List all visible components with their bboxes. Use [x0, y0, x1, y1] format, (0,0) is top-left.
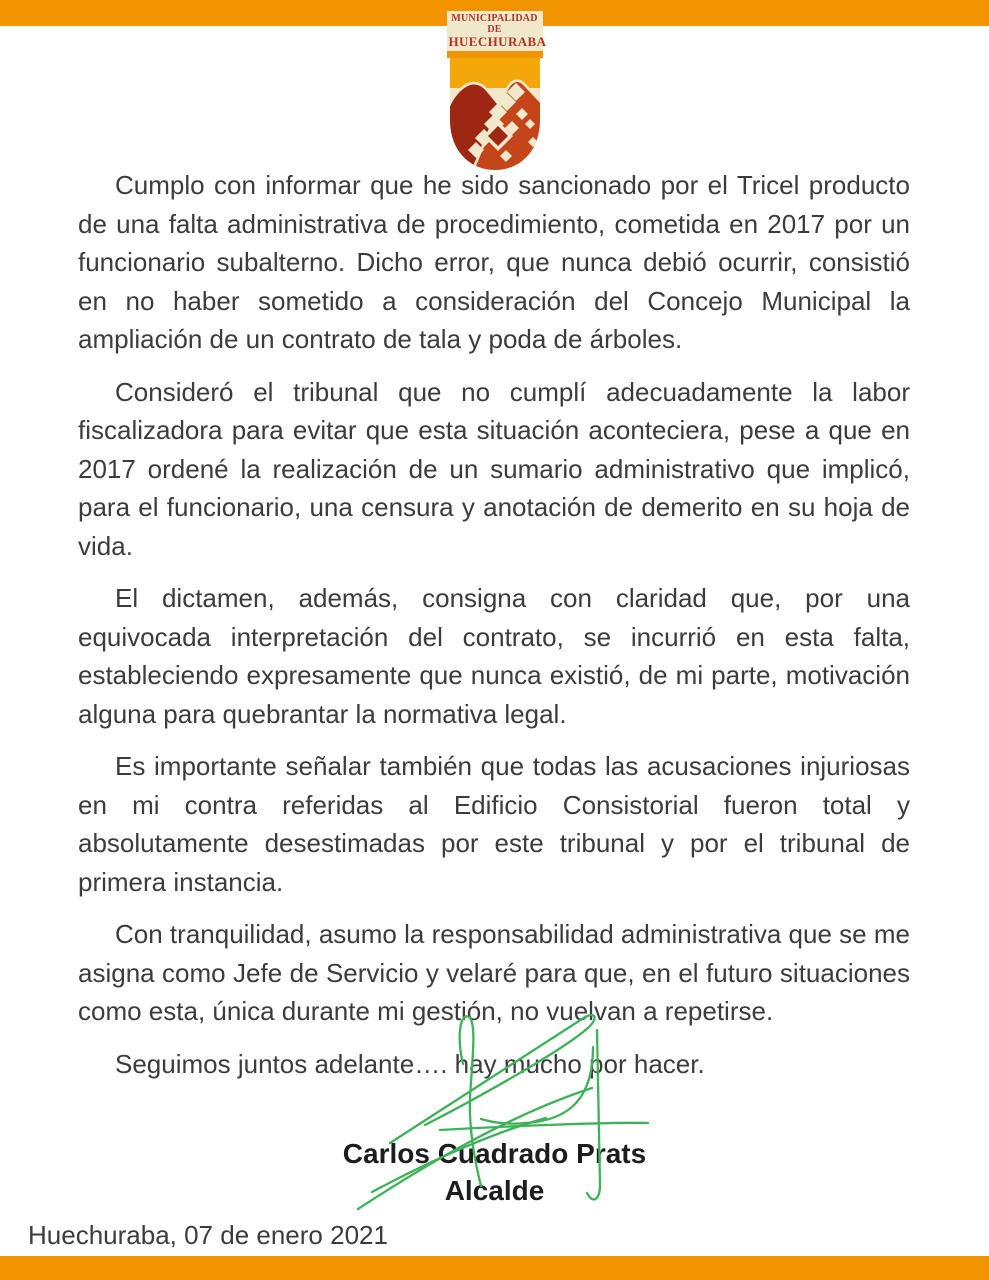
letter-paragraph: Cumplo con informar que he sido sancionado por el Tricel producto de una falta administrativa de procedimiento, cometida en 2017 por un funcionario subalterno. Dicho error, que nunca debió ocurrir, consistió en no haber sometido a consideración del Concejo Municipal la ampliación de un contrato de tala y poda de árboles. [78, 170, 910, 354]
dateline: Huechuraba, 07 de enero 2021 [28, 1220, 388, 1250]
org-name-line1: MUNICIPALIDAD DE [451, 13, 538, 35]
municipality-logo [447, 11, 547, 170]
letter-paragraph: Seguimos juntos adelante…. hay mucho por hacer. [115, 1048, 705, 1079]
logo-orange-strip [447, 51, 543, 58]
letter-paragraph: Consideró el tribunal que no cumplí adecuadamente la labor fiscalizadora para evitar que esta situación aconteciera, pese a que en 2017 ordené la realización de un sumario administrativo que implicó, para el funcionario, una censura y anotación de demerito en su hoja de vida. [78, 376, 910, 561]
letter-body [78, 166, 910, 1097]
municipal-crest-icon [450, 58, 540, 170]
logo-banner [447, 11, 547, 51]
bottom-accent-bar [0, 1256, 989, 1280]
letter-paragraph: Con tranquilidad, asumo la responsabilidad administrativa que se me asigna como Jefe de Servicio y velaré para que, en el futuro situaciones como esta, única durante mi gestión, no vuelvan a repetirse. [78, 919, 910, 1026]
signer-title: Alcalde [444, 1175, 545, 1206]
letter-paragraph: Es importante señalar también que todas las acusaciones injuriosas en mi contra referidas al Edificio Consistorial fueron total y absolutamente desestimadas por este tribunal y por el tribunal de primera instancia. [78, 751, 910, 897]
signature-block [0, 1000, 989, 1230]
letter-paragraph: El dictamen, además, consigna con claridad que, por una equivocada interpretación del contrato, se incurrió en esta falta, estableciendo expresamente que nunca existió, de mi parte, motivación alguna para quebrantar la normativa legal. [78, 583, 910, 729]
signer-name: Carlos Cuadrado Prats [342, 1138, 647, 1169]
org-name-line2: HUECHURABA [448, 34, 547, 49]
